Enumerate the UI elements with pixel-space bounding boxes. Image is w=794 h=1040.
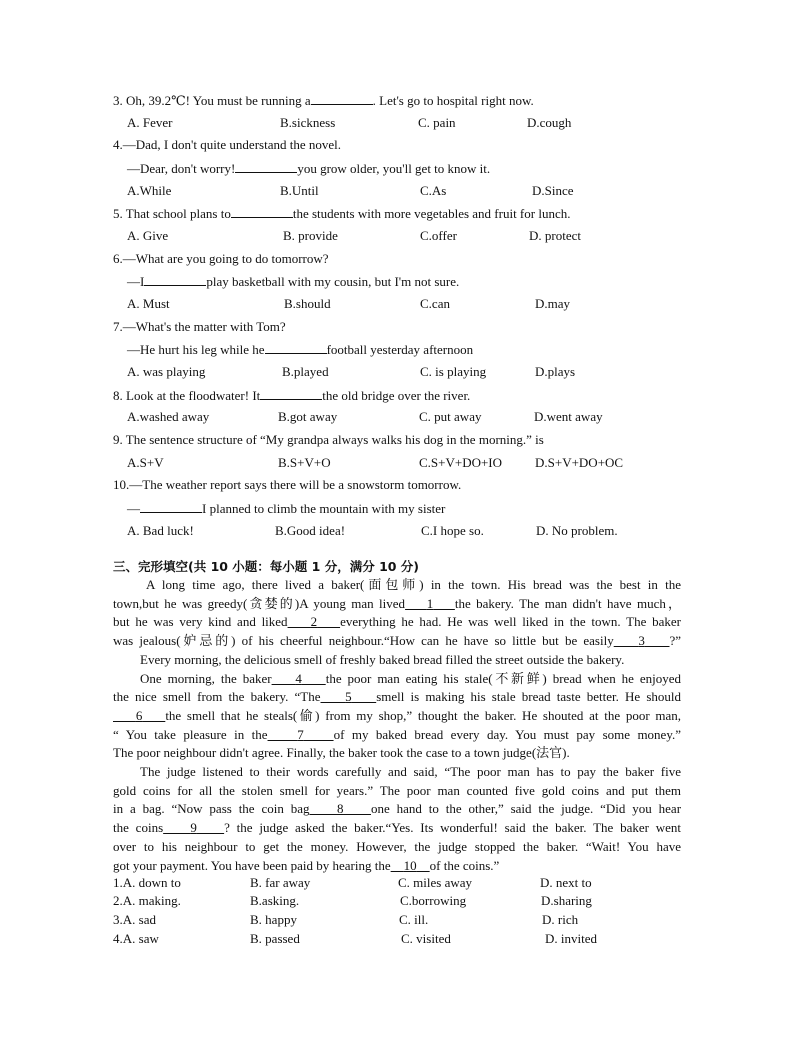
cloze-option-row: 2.A. making. — [113, 893, 181, 908]
passage-line: “ You take pleasure in the 7 of my baked bread every day. You must pay some money.” — [113, 726, 682, 742]
passage-line: in a bag. “Now pass the coin bag 8 one hand to the other,” said the judge. “Did you hear — [113, 801, 682, 817]
question-7-stem: 7.—What's the matter with Tom? — [113, 319, 286, 334]
option-b: B. provide — [283, 228, 338, 243]
question-10-line2: — I planned to climb the mountain with my sister — [127, 501, 446, 516]
option-a: A. Fever — [127, 115, 173, 130]
option-c: C. pain — [418, 115, 456, 130]
passage-line: over to his neighbour to get the money. However, the judge stopped the baker. “Wait! You have — [113, 838, 681, 854]
option-c: C. visited — [401, 931, 451, 946]
answer-blank — [235, 160, 297, 173]
option-d: D.Since — [532, 183, 574, 198]
passage-line: 6 the smell that he steals(偷) from my shop,” thought the baker. He shouted at the poor man, — [135, 707, 682, 723]
option-c: C.S+V+DO+IO — [419, 455, 503, 470]
answer-blank — [260, 387, 322, 400]
option-c: C. ill. — [399, 912, 429, 927]
cloze-option-row: 1.A. down to — [113, 875, 181, 890]
option-d: D. rich — [542, 912, 579, 927]
option-b: B.got away — [278, 409, 338, 424]
question-3-stem: 3. Oh, 39.2℃! You must be running a . Let's go to hospital right now. — [113, 93, 534, 108]
passage-line: The judge listened to their words carefully and said, “The poor man has to pay the baker five — [140, 764, 681, 780]
passage-line: got your payment. You have been paid by hearing the 10 of the coins.” — [113, 857, 500, 873]
cloze-option-row: 3.A. sad — [113, 912, 156, 927]
blank-number: 6 — [135, 707, 143, 723]
option-c: C. put away — [419, 409, 482, 424]
question-6-stem: 6.—What are you going to do tomorrow? — [113, 251, 329, 266]
passage-line: the nice smell from the bakery. “The 5 smell is making his stale bread taste better. He should — [113, 689, 681, 705]
passage-line: town,but he was greedy(贪婪的)A young man lived 1 the bakery. The man didn't have much， — [113, 595, 681, 611]
answer-blank — [311, 92, 373, 105]
passage-line: A long time ago, there lived a baker(面包师) in the town. His bread was the best in the — [146, 577, 681, 592]
option-a: A. Give — [127, 228, 169, 243]
option-c: C. is playing — [420, 364, 487, 379]
option-b: B. far away — [250, 875, 311, 890]
option-a: A.S+V — [127, 455, 164, 470]
question-4-line2: —Dear, don't worry! you grow older, you'll get to know it. — [127, 161, 491, 176]
passage-line: One morning, the baker 4 the poor man eating his stale(不新鲜) bread when he enjoyed — [140, 670, 682, 686]
question-5-stem: 5. That school plans to the students with more vegetables and fruit for lunch. — [113, 206, 571, 221]
answer-blank — [265, 341, 327, 354]
answer-blank — [231, 205, 293, 218]
option-b: B.sickness — [280, 115, 336, 130]
question-8-stem: 8. Look at the floodwater! It the old bridge over the river. — [113, 388, 471, 403]
option-a: A.washed away — [127, 409, 210, 424]
option-d: D.S+V+DO+OC — [535, 455, 624, 470]
option-d: D.sharing — [541, 893, 592, 908]
option-b: B.Good idea! — [275, 523, 346, 538]
question-7-line2: —He hurt his leg while he football yesterday afternoon — [127, 342, 474, 357]
passage-line: but he was very kind and liked 2 everything he had. He was well liked in the town. The baker — [113, 614, 682, 630]
blank-number: 1 — [426, 595, 434, 611]
option-d: D.cough — [527, 115, 572, 130]
option-b: B. passed — [250, 931, 300, 946]
option-d: D. No problem. — [536, 523, 618, 538]
cloze-passage — [113, 576, 681, 875]
section-heading: 三、完形填空(共 10 小题：每小题 1 分，满分 10 分) — [113, 559, 420, 574]
blank-number: 5 — [345, 689, 352, 705]
option-c: C. miles away — [398, 875, 473, 890]
question-6-line2: —I play basketball with my cousin, but I'm not sure. — [127, 274, 460, 289]
passage-line: Every morning, the delicious smell of freshly baked bread filled the street outside the bakery. — [140, 651, 625, 667]
option-a: A. was playing — [127, 364, 206, 379]
option-c: C.borrowing — [400, 893, 467, 908]
option-b: B.played — [282, 364, 329, 379]
passage-line: The poor neighbour didn't agree. Finally, the baker took the case to a town judge(法官). — [113, 745, 570, 761]
option-b: B.S+V+O — [278, 455, 331, 470]
option-a: A. Bad luck! — [127, 523, 194, 538]
blank-number: 7 — [297, 726, 304, 742]
blank-number: 8 — [336, 801, 344, 817]
question-9-stem: 9. The sentence structure of “My grandpa always walks his dog in the morning.” is — [113, 432, 544, 447]
blank-number: 3 — [638, 633, 645, 649]
passage-line: gold coins for all the stolen smell for years.” The poor man counted five gold coins and put them — [113, 782, 681, 798]
option-d: D. next to — [540, 875, 592, 890]
option-b: B.should — [284, 296, 331, 311]
option-d: D.went away — [534, 409, 603, 424]
option-d: D. protect — [529, 228, 581, 243]
option-b: B. happy — [250, 912, 297, 927]
option-b: B.Until — [280, 183, 319, 198]
answer-blank — [144, 273, 206, 286]
option-b: B.asking. — [250, 893, 300, 908]
passage-line: was jealous(妒忌的) of his cheerful neighbour.“How can he have so little but be easily 3 ?” — [113, 633, 682, 649]
option-d: D. invited — [545, 931, 597, 946]
blank-number: 4 — [295, 670, 302, 686]
answer-blank — [140, 500, 202, 513]
option-a: A. Must — [127, 296, 170, 311]
question-10-stem: 10.—The weather report says there will be a snowstorm tomorrow. — [113, 477, 462, 492]
option-c: C.I hope so. — [421, 523, 484, 538]
blank-number: 2 — [310, 614, 318, 630]
option-a: A.While — [127, 183, 172, 198]
option-c: C.can — [420, 296, 450, 311]
question-4-stem: 4.—Dad, I don't quite understand the novel. — [113, 137, 341, 152]
blank-number: 9 — [190, 820, 197, 836]
passage-line: the coins 9 ? the judge asked the baker.“Yes. Its wonderful! said the baker. The baker went — [113, 820, 682, 836]
option-c: C.offer — [420, 228, 457, 243]
option-c: C.As — [420, 183, 447, 198]
option-d: D.may — [535, 296, 571, 311]
option-d: D.plays — [535, 364, 576, 379]
cloze-option-row: 4.A. saw — [113, 931, 159, 946]
blank-number: 10 — [403, 857, 417, 873]
